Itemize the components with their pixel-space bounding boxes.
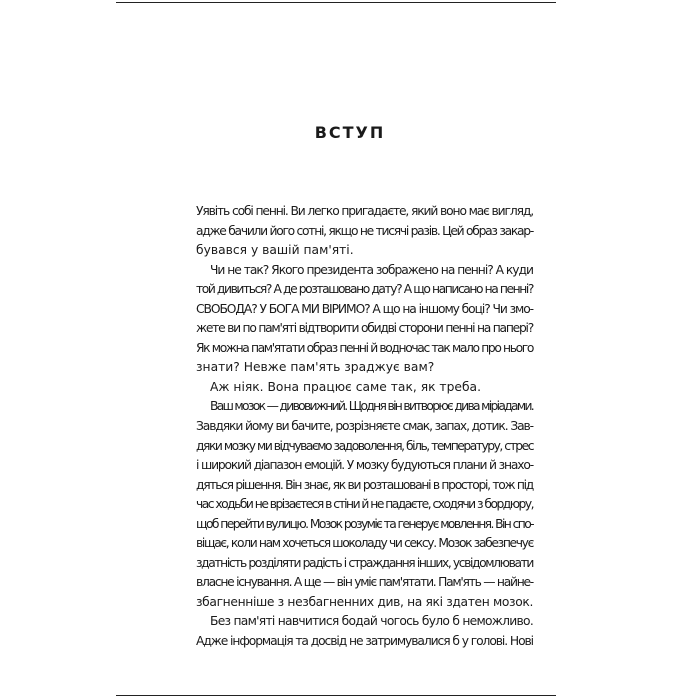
chapter-title: ВСТУП <box>314 123 386 142</box>
text-line: і широкий діапазон емоцій. У мозку будуються плани й знахо- <box>196 458 533 473</box>
text-line: Як можна пам'ятати образ пенні й водночас так мало про нього <box>196 340 533 355</box>
bottom-rule <box>116 695 556 696</box>
text-line: Аж ніяк. Вона працює саме так, як треба. <box>210 379 481 394</box>
text-line: щоб перейти вулицю. Мозок розуміє та генерує мовлення. Він спо- <box>196 516 533 531</box>
text-line: здатність розділяти радість і страждання інших, усвідомлювати <box>196 555 533 570</box>
text-line: дяться рішення. Він знає, як ви розташовані в просторі, тож під <box>196 477 534 492</box>
text-line: знати? Невже пам'ять зраджує вам? <box>196 360 435 375</box>
text-line: СВОБОДА? У БОГА МИ ВІРИМО? А що на іншому боці? Чи змо- <box>196 301 534 316</box>
text-line: адже бачили його сотні, якщо не тисячі разів. Цей образ закар- <box>196 223 533 238</box>
text-line: бувався у вашій пам'яті. <box>196 243 354 258</box>
text-line: віщає, коли нам хочеться шоколаду чи сексу. Мозок забезпечує <box>196 536 534 551</box>
text-line: час ходьби не врізаєтеся в стіни й не падаєте, сходячи з бордюру, <box>196 497 533 512</box>
text-line: Адже інформація та досвід не затримувалися б у голові. Нові <box>196 634 534 649</box>
text-line: той дивиться? А де розташовано дату? А що написано на пенні? <box>196 282 533 297</box>
top-rule <box>116 2 556 3</box>
text-line: Ваш мозок — дивовижний. Щодня він витворює дива міріадами. <box>210 399 534 414</box>
text-line: жете ви по пам'яті відтворити обидві сторони пенні на папері? <box>196 321 534 336</box>
text-line: Чи не так? Якого президента зображено на пенні? А куди <box>210 262 534 277</box>
text-line: збагненніше з незбагненних див, на які здатен мозок. <box>196 594 534 609</box>
body-text <box>196 202 533 652</box>
text-line: дяки мозку ми відчуваємо задоволення, біль, температуру, стрес <box>196 438 533 453</box>
text-line: власне існування. А ще — він уміє пам'ятати. Пам'ять — найне- <box>196 575 533 590</box>
text-line: Уявіть собі пенні. Ви легко пригадаєте, який воно має вигляд, <box>196 204 533 218</box>
text-line: Без пам'яті навчитися бодай чогось було б неможливо. <box>210 614 533 629</box>
text-line: Завдяки йому ви бачите, розрізняєте смак, запах, дотик. Зав- <box>196 419 534 434</box>
